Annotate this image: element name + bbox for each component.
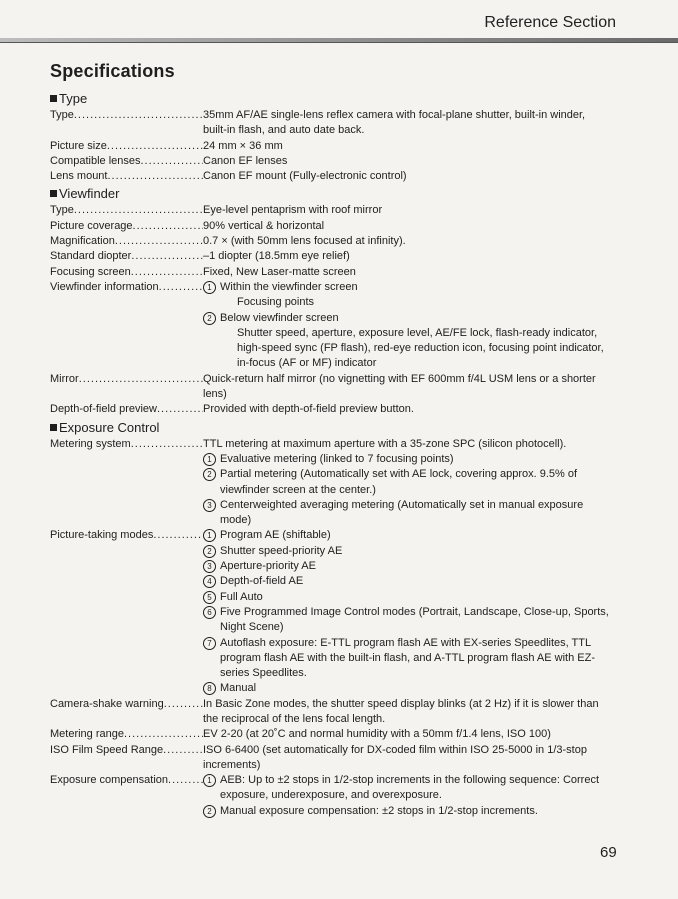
- spec-subitem-text: Five Programmed Image Control modes (Portrait, Landscape, Close-up, Sports, Night Scene): [220, 605, 609, 634]
- spec-row: [50, 265, 610, 280]
- spec-value: [203, 437, 610, 529]
- spec-term: [50, 280, 203, 372]
- spec-term-text: Type: [50, 109, 74, 121]
- dot-leader: [157, 402, 203, 417]
- spec-term: [50, 743, 203, 774]
- spec-subitem-text: Manual: [220, 682, 257, 695]
- page-title: Specifications: [50, 61, 175, 81]
- spec-value: [203, 139, 610, 154]
- spec-value: [203, 203, 610, 218]
- spec-value-text: 35mm AF/AE single-lens reflex camera with focal-plane shutter, built-in winder, built-in flash, and auto date back.: [203, 109, 586, 137]
- spec-term: [50, 249, 203, 264]
- circled-number: 1: [203, 529, 216, 542]
- spec-subitem-text: Shutter speed-priority AE: [220, 544, 343, 557]
- square-bullet-icon: [50, 190, 57, 197]
- circled-number: 1: [203, 774, 216, 787]
- spec-term: [50, 169, 203, 184]
- spec-subitem: [203, 467, 610, 498]
- circled-number: 2: [203, 468, 216, 481]
- spec-term: [50, 402, 203, 417]
- spec-value-text: Provided with depth-of-field preview button.: [203, 403, 414, 416]
- dot-leader: [141, 154, 204, 169]
- spec-subitem: [203, 311, 610, 372]
- spec-value-text: In Basic Zone modes, the shutter speed display blinks (at 2 Hz) if it is slower than the reciprocal of the lens focal length.: [203, 697, 599, 725]
- spec-row: [50, 249, 610, 264]
- spec-term: [50, 265, 203, 280]
- spec-term-text: Viewfinder information: [50, 280, 159, 293]
- spec-value-text: 90% vertical & horizontal: [203, 219, 325, 232]
- spec-subitem-detail: Focusing points: [237, 296, 315, 309]
- spec-term-text: Picture-taking modes: [50, 529, 154, 542]
- spec-subitem-text: Partial metering (Automatically set with AE lock, covering approx. 9.5% of viewfinder screen at the center.): [220, 468, 578, 496]
- spec-value: [203, 280, 610, 372]
- dot-leader: [79, 372, 203, 403]
- spec-value: [203, 402, 610, 417]
- spec-term-text: ISO Film Speed Range: [50, 743, 164, 756]
- spec-subitem: [203, 636, 610, 682]
- spec-term: [50, 437, 203, 529]
- section-heading: [50, 185, 610, 203]
- spec-row: [50, 402, 610, 417]
- spec-value: [203, 169, 610, 184]
- spec-term-text: Metering system: [50, 437, 131, 450]
- dot-leader: [164, 697, 203, 728]
- spec-subitem-text: Manual exposure compensation: ±2 stops in 1/2-stop increments.: [220, 804, 538, 817]
- spec-row: [50, 139, 610, 154]
- spec-term: [50, 528, 203, 696]
- spec-value: [203, 528, 610, 696]
- circled-number: 4: [203, 575, 216, 588]
- dot-leader: [124, 727, 203, 742]
- spec-term: [50, 139, 203, 154]
- spec-term-text: Depth-of-field preview: [50, 403, 157, 416]
- spec-value-text: ISO 6-6400 (set automatically for DX-coded film within ISO 25-5000 in 1/3-stop increments): [203, 743, 587, 771]
- circled-number: 2: [203, 312, 216, 325]
- square-bullet-icon: [50, 95, 57, 102]
- spec-term: [50, 234, 203, 249]
- spec-value: [203, 372, 610, 403]
- spec-subitem-text: Full Auto: [220, 590, 263, 603]
- spec-subitem-text: Program AE (shiftable): [220, 529, 331, 542]
- spec-value-text: –1 diopter (18.5mm eye relief): [203, 250, 350, 263]
- dot-leader: [107, 169, 203, 184]
- spec-row: [50, 437, 610, 529]
- spec-term: [50, 203, 203, 218]
- circled-number: 2: [203, 545, 216, 558]
- spec-subitem: [203, 605, 610, 636]
- spec-value-text: 0.7 × (with 50mm lens focused at infinity).: [203, 235, 406, 248]
- header-rule: [0, 38, 678, 43]
- spec-term: [50, 154, 203, 169]
- spec-value-text: Canon EF lenses: [203, 154, 288, 167]
- spec-row: [50, 773, 610, 819]
- circled-number: 3: [203, 499, 216, 512]
- dot-leader: [153, 528, 203, 696]
- spec-subitem-text: Autoflash exposure: E-TTL program flash AE with EX-series Speedlites, TTL program flash AE with the built-in flash, and A-TTL program flash AE with EZ-series Speedlites.: [220, 636, 595, 680]
- dot-leader: [107, 139, 203, 154]
- spec-term-text: Camera-shake warning: [50, 697, 164, 710]
- dot-leader: [74, 203, 203, 218]
- spec-row: [50, 203, 610, 218]
- spec-subitem-text: AEB: Up to ±2 stops in 1/2-stop increments in the following sequence: Correct exposure, underexposure, and overexposure.: [220, 774, 600, 802]
- spec-value-text: Canon EF mount (Fully-electronic control): [203, 170, 407, 183]
- square-bullet-icon: [50, 424, 57, 431]
- spec-value-text: EV 2-20 (at 20˚C and normal humidity with a 50mm f/1.4 lens, ISO 100): [203, 728, 551, 741]
- spec-row: [50, 697, 610, 728]
- spec-row: [50, 234, 610, 249]
- circled-number: 8: [203, 682, 216, 695]
- spec-term-text: Metering range: [50, 728, 124, 741]
- spec-subitem-text: Aperture-priority AE: [220, 560, 316, 573]
- spec-value: [203, 234, 610, 249]
- dot-leader: [74, 108, 203, 139]
- spec-row: [50, 219, 610, 234]
- spec-subitem: [203, 544, 610, 559]
- spec-row: [50, 169, 610, 184]
- dot-leader: [163, 743, 203, 774]
- section-heading-text: Exposure Control: [59, 419, 160, 435]
- spec-term: [50, 372, 203, 403]
- spec-subitem-text: Within the viewfinder screen: [220, 280, 358, 293]
- circled-number: 1: [203, 281, 216, 294]
- spec-term-text: Standard diopter: [50, 250, 132, 263]
- dot-leader: [131, 437, 203, 529]
- spec-row: [50, 743, 610, 774]
- dot-leader: [115, 234, 203, 249]
- spec-term: [50, 108, 203, 139]
- spec-term: [50, 727, 203, 742]
- section-heading: [50, 419, 610, 437]
- spec-term-text: Picture size: [50, 139, 107, 152]
- spec-row: [50, 154, 610, 169]
- spec-value: [203, 249, 610, 264]
- spec-value: [203, 727, 610, 742]
- spec-row: [50, 108, 610, 139]
- section-heading-text: Type: [59, 91, 88, 106]
- spec-term-text: Magnification: [50, 235, 115, 248]
- spec-term-text: Compatible lenses: [50, 154, 141, 167]
- section-heading: [50, 90, 610, 108]
- header-section-title: Reference Section: [484, 14, 616, 31]
- spec-subitem: [203, 559, 610, 574]
- spec-subitem: [203, 452, 610, 467]
- spec-value-text: Quick-return half mirror (no vignetting with EF 600mm f/4L USM lens or a shorter lens): [203, 372, 596, 401]
- spec-value-text: Eye-level pentaprism with roof mirror: [203, 204, 383, 217]
- spec-list: [50, 89, 610, 819]
- dot-leader: [168, 773, 203, 819]
- spec-value-text: TTL metering at maximum aperture with a 35-zone SPC (silicon photocell).: [203, 437, 567, 450]
- dot-leader: [133, 219, 203, 234]
- spec-value: [203, 265, 610, 280]
- spec-term: [50, 697, 203, 728]
- dot-leader: [131, 265, 203, 280]
- spec-subitem: [203, 280, 610, 311]
- spec-value: [203, 697, 610, 728]
- spec-term-text: Picture coverage: [50, 219, 133, 232]
- spec-term-text: Exposure compensation: [50, 774, 169, 787]
- spec-subitem: [203, 590, 610, 605]
- spec-subitem: [203, 804, 610, 819]
- spec-value: [203, 219, 610, 234]
- spec-term-text: Lens mount: [50, 170, 108, 183]
- spec-value-text: 24 mm × 36 mm: [203, 139, 283, 152]
- spec-term-text: Focusing screen: [50, 265, 131, 278]
- circled-number: 2: [203, 805, 216, 818]
- spec-subitem: [203, 681, 610, 696]
- spec-subitem: [203, 574, 610, 589]
- circled-number: 3: [203, 560, 216, 573]
- dot-leader: [159, 280, 203, 372]
- spec-term: [50, 219, 203, 234]
- spec-subitem-text: Evaluative metering (linked to 7 focusing points): [220, 452, 454, 465]
- spec-subitem: [203, 498, 610, 529]
- spec-value: [203, 154, 610, 169]
- spec-value: [203, 108, 610, 139]
- circled-number: 7: [203, 637, 216, 650]
- circled-number: 5: [203, 591, 216, 604]
- spec-subitem: [203, 773, 610, 804]
- spec-row: [50, 727, 610, 742]
- spec-value: [203, 743, 610, 774]
- dot-leader: [131, 249, 203, 264]
- spec-term-text: Type: [50, 204, 74, 217]
- circled-number: 6: [203, 606, 216, 619]
- circled-number: 1: [203, 453, 216, 466]
- spec-subitem-text: Centerweighted averaging metering (Automatically set in manual exposure mode): [220, 498, 584, 527]
- spec-row: [50, 528, 610, 696]
- spec-subitem: [203, 528, 610, 543]
- spec-value: [203, 773, 610, 819]
- spec-subitem-text: Depth-of-field AE: [220, 575, 304, 588]
- spec-term-text: Mirror: [50, 372, 79, 385]
- spec-subitem-detail: Shutter speed, aperture, exposure level, AE/FE lock, flash-ready indicator, high-speed sync (FP flash), red-eye reduction icon, focusing point indicator, in-focus (AF or MF) indicator: [237, 326, 604, 370]
- spec-term: [50, 773, 203, 819]
- page-number: 69: [600, 844, 617, 861]
- spec-row: [50, 372, 610, 403]
- spec-row: [50, 280, 610, 372]
- section-heading-text: Viewfinder: [59, 186, 120, 202]
- spec-value-text: Fixed, New Laser-matte screen: [203, 265, 356, 278]
- spec-subitem-text: Below viewfinder screen: [220, 311, 339, 324]
